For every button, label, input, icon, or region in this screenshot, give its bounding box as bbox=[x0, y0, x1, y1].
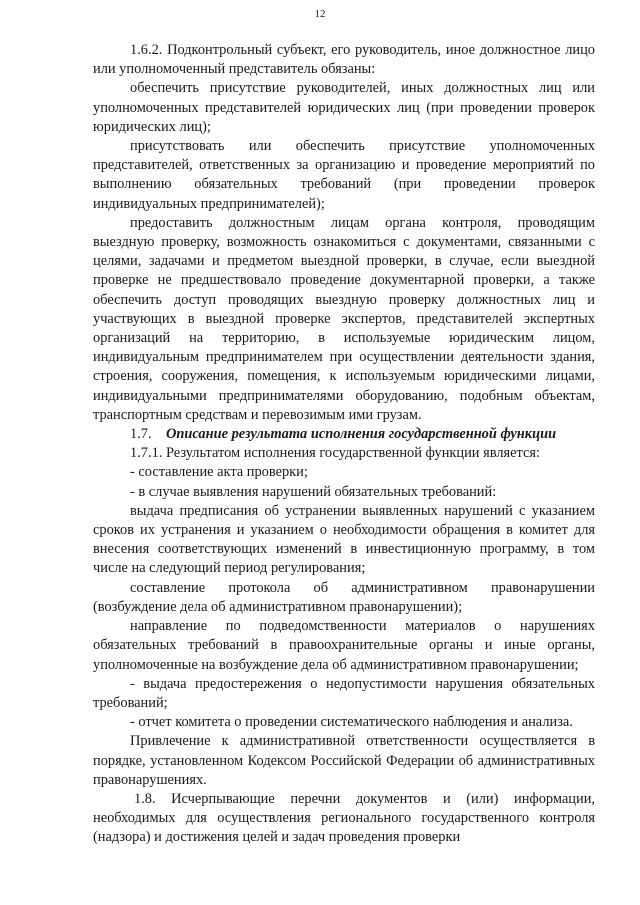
section-title: Описание результата исполнения государственной функции bbox=[165, 426, 557, 443]
paragraph-1-6-2: 1.6.2. Подконтрольный субъект, его руководитель, иное должностное лицо или уполномоченный представитель обязаны: bbox=[93, 42, 595, 78]
violation-item-referral: направление по подведомственности материалов о нарушениях обязательных требований в правоохранительные органы и иные органы, уполномоченные на возбуждение дела об административном правонарушении; bbox=[93, 618, 595, 673]
result-item-warning: - выдача предостережения о недопустимости нарушения обязательных требований; bbox=[93, 675, 595, 711]
liability-paragraph: Привлечение к административной ответственности осуществляется в порядке, установленном Кодексом Российской Федерации об административных правонарушениях. bbox=[93, 733, 595, 788]
violation-item-prescription: выдача предписания об устранении выявленных нарушений с указанием сроков их устранения и указанием о необходимости обращения в комитет для внесения соответствующих изменений в инвестиционную программу, в том числе на следующий период регулирования; bbox=[93, 502, 595, 577]
obligation-provide-access: предоставить должностным лицам органа контроля, проводящим выездную проверку, возможность ознакомиться с документами, связанными с целями, задачами и предметом выездной проверки, в случае, если выездной проверке не предшествовало проведение документарной проверки, а также обеспечить доступ проводящих выездную проверку должностных лиц и участвующих в выездной проверке экспертов, представителей экспертных организаций на территорию, в используемые юридическим лицом, индивидуальным предпринимателем при осуществлении деятельности здания, строения, сооружения, помещения, к используемым юридическими лицами, индивидуальными предпринимателями оборудованию, подобным объектам, транспортным средствам и перевозимым ими грузам. bbox=[93, 214, 595, 423]
section-heading-1-7 bbox=[93, 425, 595, 444]
section-number: 1.7. bbox=[130, 426, 152, 443]
paragraph-1-8: 1.8. Исчерпывающие перечни документов и (или) информации, необходимых для осуществления регионального государственного контроля (надзора) и достижения целей и задач проведения проверки bbox=[93, 790, 595, 846]
obligation-ensure-presence-legal: обеспечить присутствие руководителей, иных должностных лиц или уполномоченных представителей юридических лиц (при проведении проверок юридических лиц); bbox=[93, 80, 595, 135]
document-body bbox=[93, 41, 595, 848]
paragraph-1-7-1: 1.7.1. Результатом исполнения государственной функции является: bbox=[130, 445, 540, 462]
result-item-report: - отчет комитета о проведении систематического наблюдения и анализа. bbox=[130, 714, 573, 731]
result-item-violations: - в случае выявления нарушений обязательных требований: bbox=[130, 483, 497, 500]
result-item-act: - составление акта проверки; bbox=[130, 464, 308, 481]
violation-item-protocol: составление протокола об административном правонарушении (возбуждение дела об административном правонарушении); bbox=[93, 579, 595, 615]
page-number: 12 bbox=[314, 8, 326, 20]
obligation-attend-individual: присутствовать или обеспечить присутствие уполномоченных представителей, ответственных за организацию и проведение мероприятий по выполнению обязательных требований (при проведении проверок индивидуальных предпринимателей); bbox=[93, 138, 595, 212]
